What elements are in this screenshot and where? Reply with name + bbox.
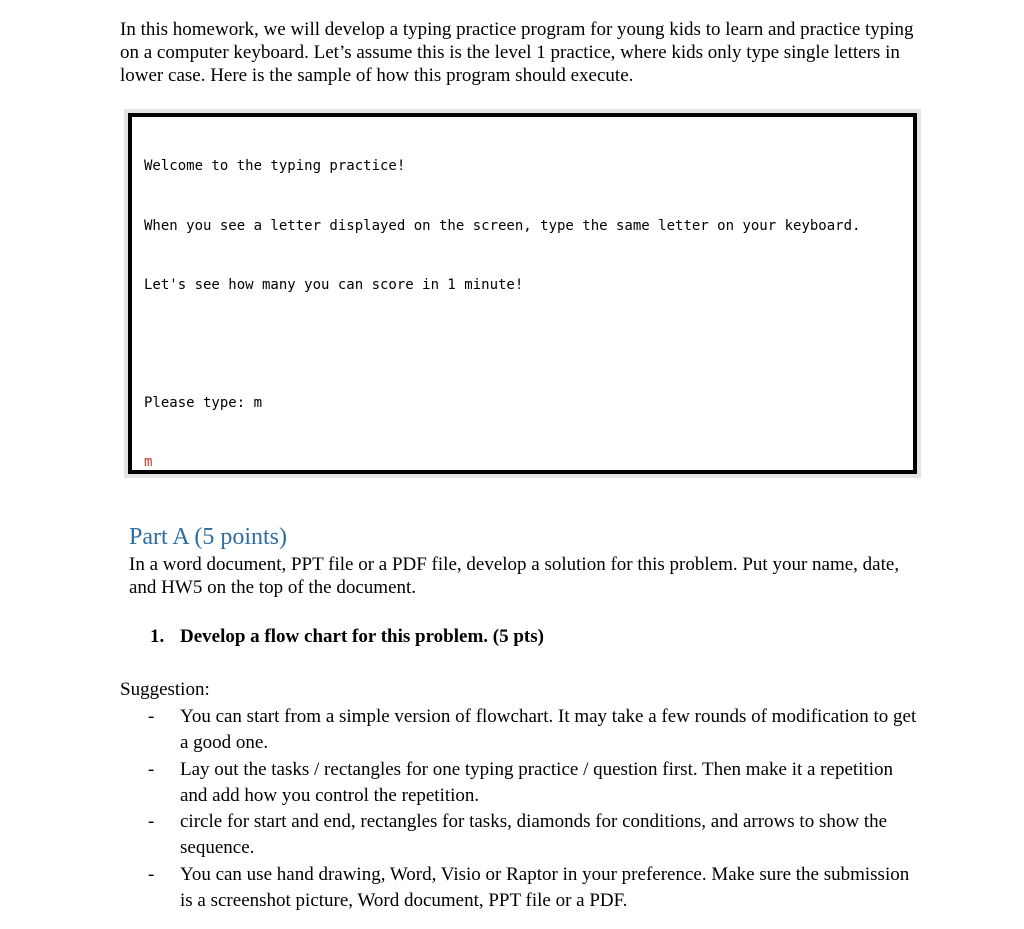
task-1	[150, 625, 544, 649]
console-line: Let's see how many you can score in 1 minute!	[144, 276, 524, 293]
suggestion-text: Lay out the tasks / rectangles for one typing practice / question first. Then make it a repetition and add how you control the repetition.	[180, 758, 893, 806]
bullet-dash: -	[148, 811, 155, 833]
console-line: Please type: m	[144, 394, 263, 411]
suggestion-list	[120, 704, 920, 914]
task-text: Develop a flow chart for this problem. (5 pts)	[180, 626, 544, 647]
suggestion-text: You can start from a simple version of flowchart. It may take a few rounds of modification to get a good one.	[180, 706, 917, 754]
suggestion-text: circle for start and end, rectangles for tasks, diamonds for conditions, and arrows to show the sequence.	[180, 811, 888, 859]
suggestion-text: You can use hand drawing, Word, Visio or Raptor in your preference. Make sure the submission is a screenshot picture, Word document, PPT file or a PDF.	[180, 863, 910, 912]
console-output	[128, 113, 917, 474]
suggestion-item	[120, 809, 920, 862]
console-line: Welcome to the typing practice!	[144, 158, 406, 175]
suggestion-item	[120, 862, 920, 915]
suggestion-item	[120, 704, 920, 757]
part-a-title: Part A (5 points)	[129, 524, 288, 550]
bullet-dash: -	[148, 863, 155, 885]
bullet-dash: -	[148, 758, 155, 780]
console-screenshot-frame	[124, 109, 921, 478]
console-line: When you see a letter displayed on the screen, type the same letter on your keyboard.	[144, 217, 861, 234]
suggestion-item	[120, 757, 920, 810]
part-a-body: In a word document, PPT file or a PDF file, develop a solution for this problem. Put your name, date, and HW5 on the top of the document.	[129, 554, 900, 598]
console-line	[144, 335, 860, 355]
suggestion-label: Suggestion:	[120, 679, 210, 700]
bullet-dash: -	[148, 706, 155, 727]
console-lines	[144, 118, 860, 474]
intro-paragraph: In this homework, we will develop a typing practice program for young kids to learn and practice typing on a computer keyboard. Let’s assume this is the level 1 practice, where kids only type single letters in lower case. Here is the sample of how this program should execute.	[120, 19, 914, 86]
task-number: 1.	[150, 626, 165, 647]
console-line: m	[144, 453, 153, 470]
